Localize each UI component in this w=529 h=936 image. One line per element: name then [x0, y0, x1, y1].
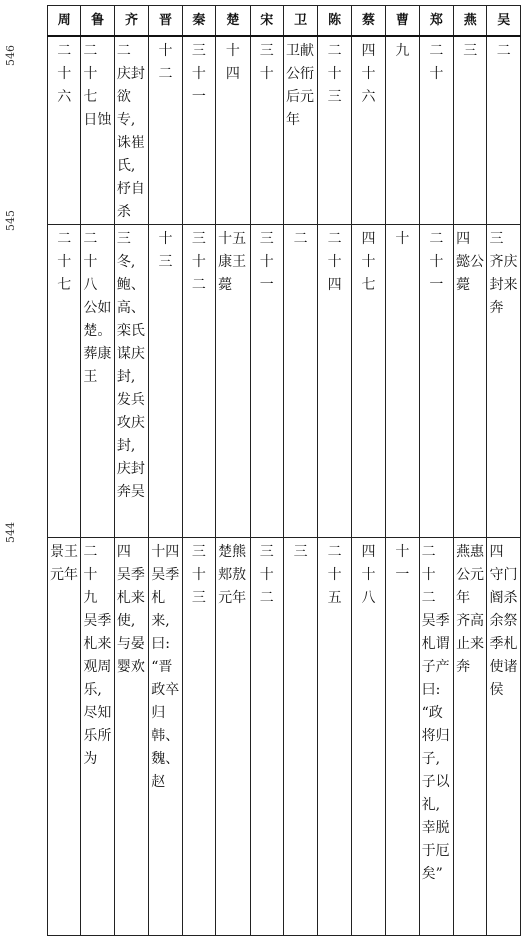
state-header: 晋 — [149, 6, 182, 37]
chronology-table — [47, 5, 521, 936]
table-cell: 三 — [283, 538, 317, 936]
table-cell: 三 十 二 — [182, 225, 215, 538]
state-header: 卫 — [283, 6, 317, 37]
header-row — [48, 6, 521, 37]
state-header: 郑 — [419, 6, 453, 37]
state-header: 曹 — [386, 6, 419, 37]
table-cell: 二 十 二 吴季 札谓 子产 曰: “政 将归 子, 子以 礼, 幸脱 于厄 矣” — [419, 538, 453, 936]
table-row — [48, 538, 521, 936]
state-header: 吴 — [487, 6, 521, 37]
year-label-545: 545 — [4, 210, 17, 231]
year-label-546: 546 — [4, 45, 17, 66]
table-cell: 四 懿公 薨 — [454, 225, 487, 538]
table-cell: 三 十 二 — [250, 538, 283, 936]
table-cell: 卫献 公衎 后元 年 — [283, 36, 317, 225]
table-cell: 燕惠 公元 年 齐高 止来 奔 — [454, 538, 487, 936]
table-cell: 九 — [386, 36, 419, 225]
table-row — [48, 36, 521, 225]
table-cell: 二 十 七 日蚀 — [81, 36, 114, 225]
table-cell: 三 十 — [250, 36, 283, 225]
state-header: 秦 — [182, 6, 215, 37]
state-header: 齐 — [114, 6, 148, 37]
state-header: 蔡 — [351, 6, 385, 37]
table-cell: 二 — [283, 225, 317, 538]
state-header: 陈 — [318, 6, 351, 37]
table-cell: 四 十 六 — [351, 36, 385, 225]
state-header: 燕 — [454, 6, 487, 37]
table-cell: 三 十 三 — [182, 538, 215, 936]
table-cell: 十 四 — [216, 36, 250, 225]
table-cell: 四 吴季 札来 使, 与晏 婴欢 — [114, 538, 148, 936]
state-header: 周 — [48, 6, 81, 37]
table-cell: 二 — [487, 36, 521, 225]
table-cell: 四 守门 阍杀 余祭 季札 使诸 侯 — [487, 538, 521, 936]
table-cell: 十 — [386, 225, 419, 538]
state-header: 楚 — [216, 6, 250, 37]
table-cell: 十 一 — [386, 538, 419, 936]
table-cell: 楚熊 郏敖 元年 — [216, 538, 250, 936]
table-cell: 十 三 — [149, 225, 182, 538]
state-header: 宋 — [250, 6, 283, 37]
table-cell: 二 十 九 吴季 札来 观周 乐, 尽知 乐所 为 — [81, 538, 114, 936]
table-cell: 二 十 — [419, 36, 453, 225]
table-cell: 十四 吴季 札来, 曰: “晋 政卒 归韩、 魏、 赵 — [149, 538, 182, 936]
table-row — [48, 225, 521, 538]
state-header: 鲁 — [81, 6, 114, 37]
table-cell: 二 十 八 公如 楚。 葬康 王 — [81, 225, 114, 538]
table-cell: 二 十 七 — [48, 225, 81, 538]
table-cell: 二 十 六 — [48, 36, 81, 225]
table-cell: 二 十 四 — [318, 225, 351, 538]
year-label-544: 544 — [4, 522, 17, 543]
table-cell: 二 庆封 欲专, 诛崔 氏, 杼自 杀 — [114, 36, 148, 225]
table-cell: 三 十 一 — [250, 225, 283, 538]
table-cell: 四 十 七 — [351, 225, 385, 538]
table-cell: 三 冬, 鲍、 高、 栾氏 谋庆 封, 发兵 攻庆 封, 庆封 奔吴 — [114, 225, 148, 538]
table-cell: 四 十 八 — [351, 538, 385, 936]
table-cell: 三 齐庆 封来 奔 — [487, 225, 521, 538]
table-cell: 二 十 一 — [419, 225, 453, 538]
table-cell: 十 二 — [149, 36, 182, 225]
table-cell: 二 十 三 — [318, 36, 351, 225]
table-cell: 三 — [454, 36, 487, 225]
table-cell: 三 十 一 — [182, 36, 215, 225]
table-cell: 十五 康王 薨 — [216, 225, 250, 538]
table-cell: 景王 元年 — [48, 538, 81, 936]
table-cell: 二 十 五 — [318, 538, 351, 936]
